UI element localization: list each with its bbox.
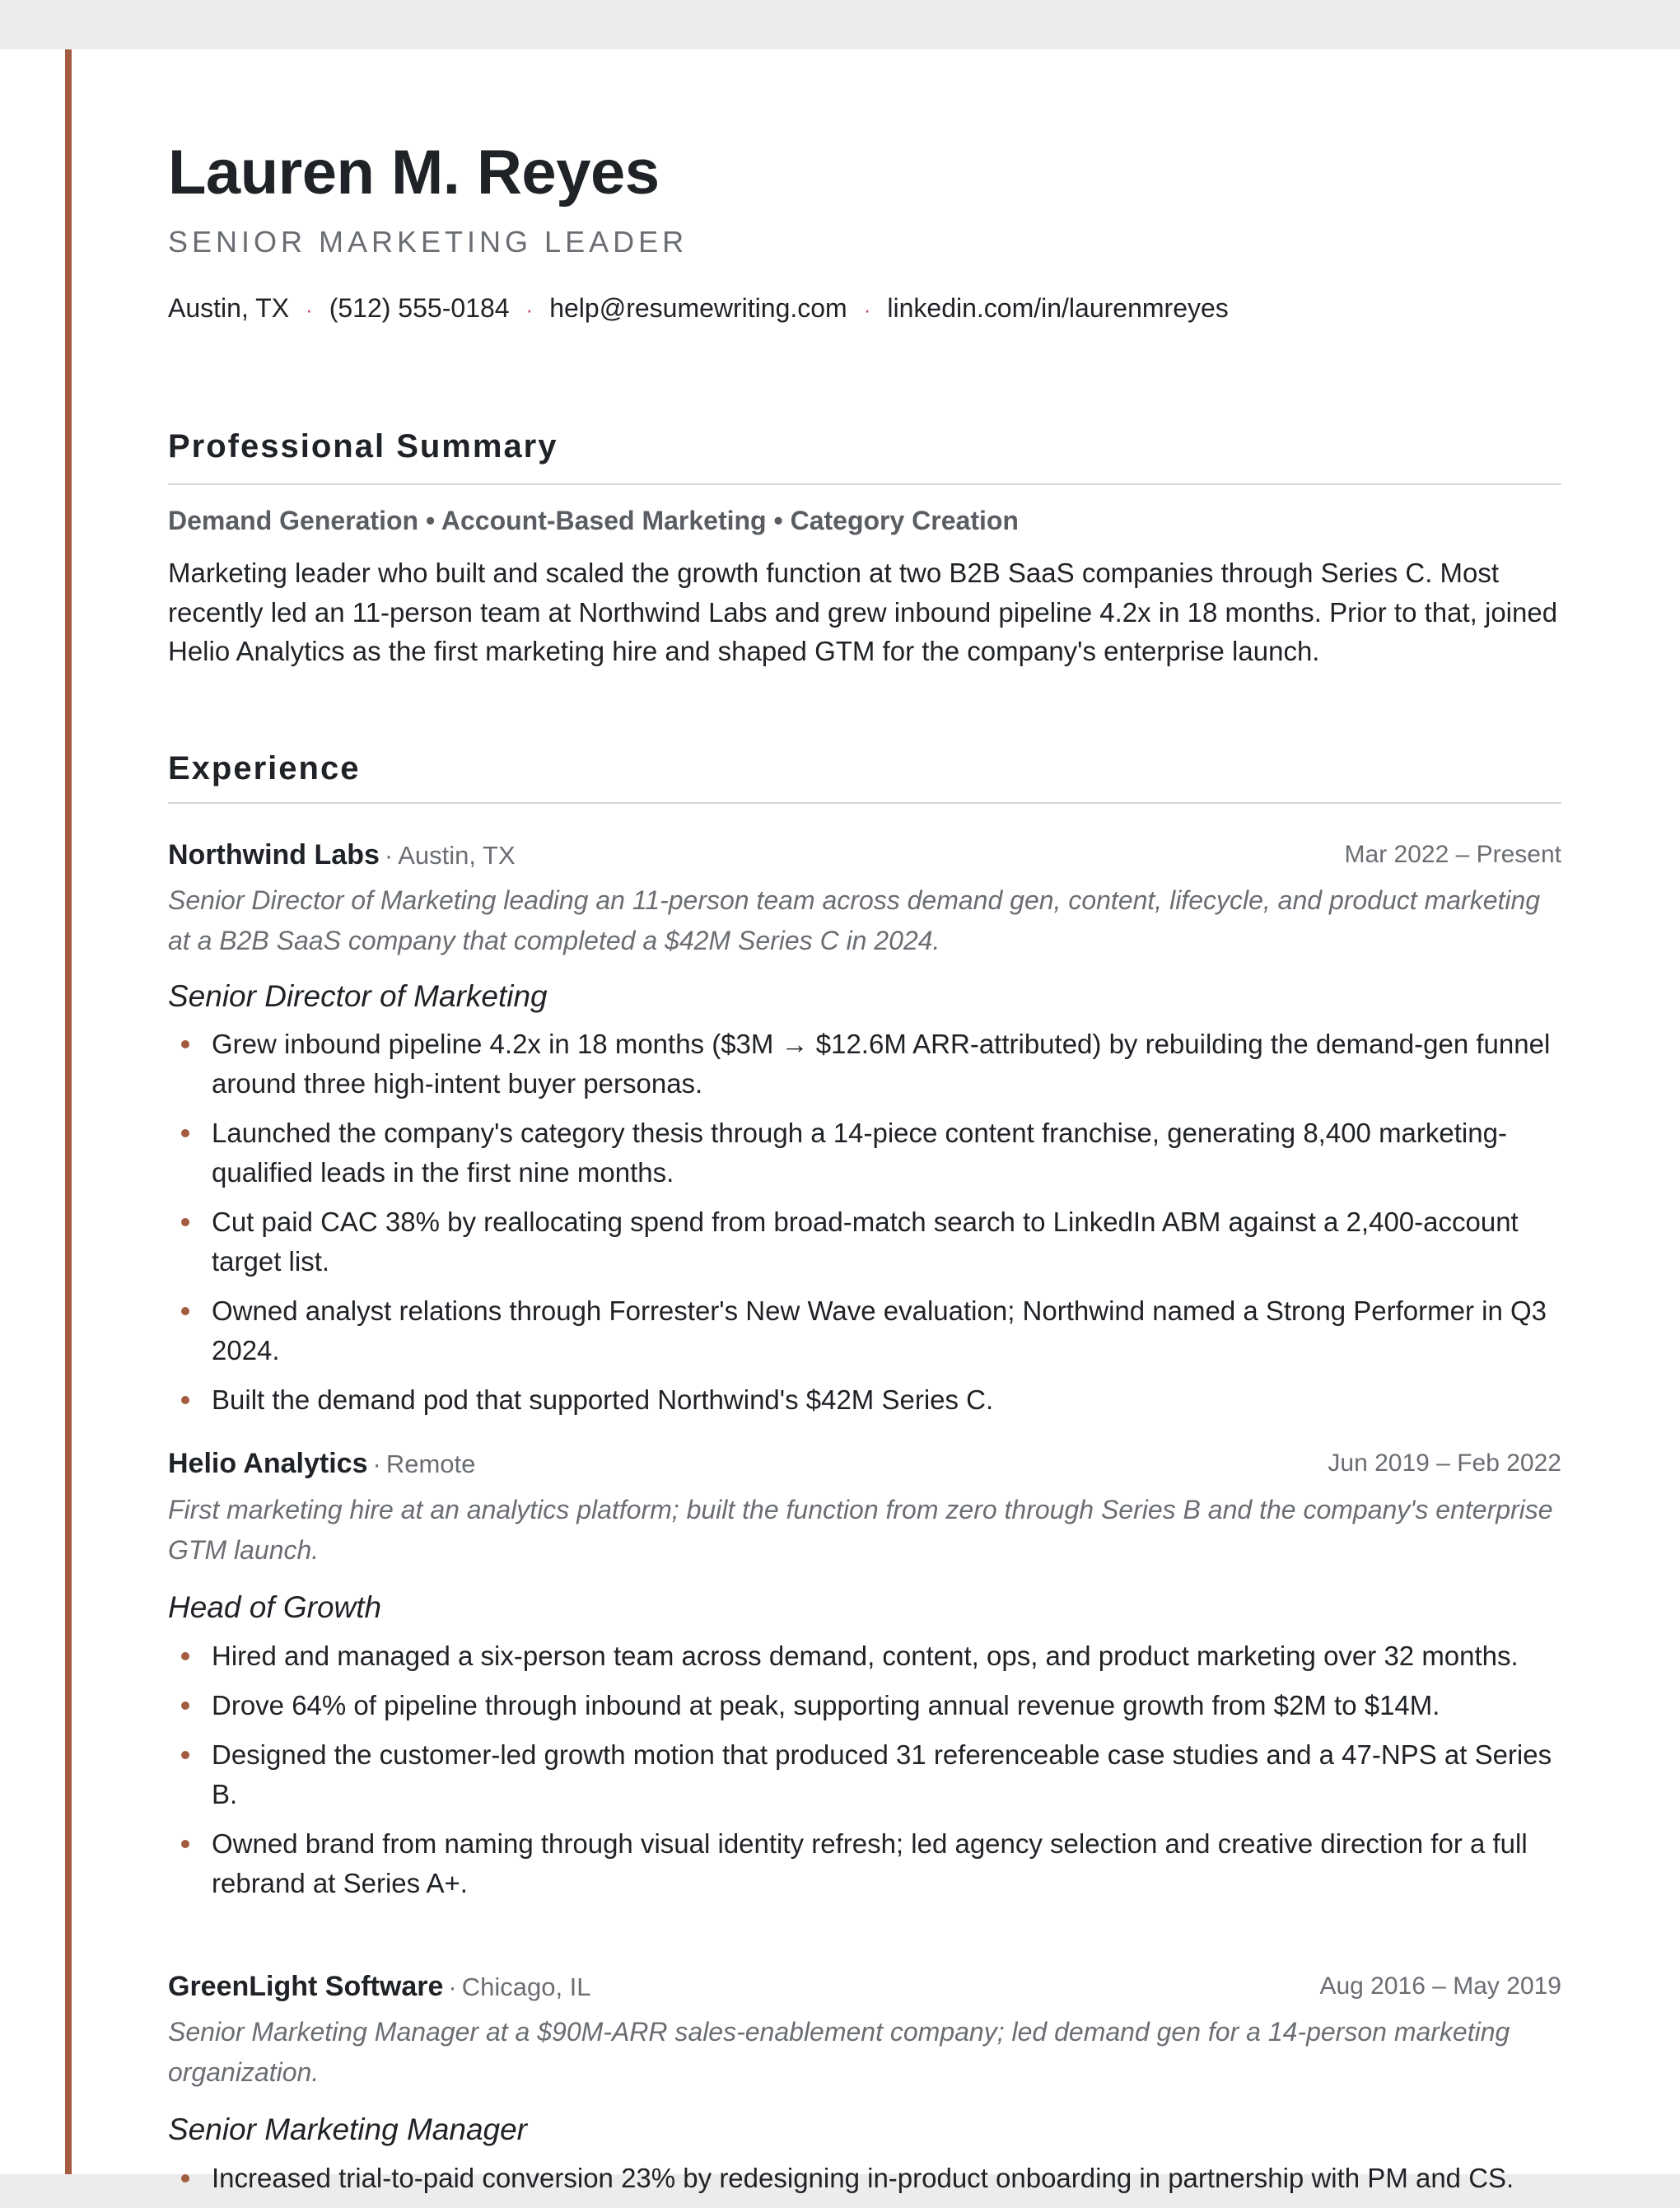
- job-bullets: [168, 2159, 1561, 2208]
- company-name: Helio Analytics: [168, 1448, 368, 1479]
- contact-email[interactable]: help@resumewriting.com: [549, 293, 847, 323]
- list-item: Grew inbound pipeline 4.2x in 18 months ($3M → $12.6M ARR-attributed) by rebuilding the demand-gen funnel around three high-intent buyer personas.: [168, 1025, 1561, 1104]
- list-item: Cut paid CAC 38% by reallocating spend from broad-match search to LinkedIn ABM against a 2,400-account target list.: [168, 1202, 1561, 1281]
- list-item: Hired and managed a six-person team across demand, content, ops, and product marketing over 32 months.: [168, 1636, 1561, 1676]
- section-divider: [168, 802, 1561, 804]
- list-item: Launched the company's category thesis through a 14-piece content franchise, generating 8,400 marketing-qualified leads in the first nine months.: [168, 1113, 1561, 1193]
- resume-page: [0, 49, 1680, 2193]
- accent-bar: [65, 49, 72, 2174]
- job-header: [168, 838, 1561, 871]
- job-description: First marketing hire at an analytics platform; built the function from zero through Series B and the company's enterprise GTM launch.: [168, 1495, 1553, 1565]
- contact-separator: ·: [525, 297, 534, 322]
- section-divider: [168, 483, 1561, 485]
- contact-line: [168, 295, 1229, 321]
- summary-keywords: Demand Generation • Account-Based Marketing • Category Creation: [168, 506, 1019, 535]
- experience-section: [168, 752, 1561, 785]
- contact-linkedin[interactable]: linkedin.com/in/laurenmreyes: [887, 293, 1229, 323]
- job-role: Senior Marketing Manager: [168, 2112, 527, 2146]
- job-description: Senior Director of Marketing leading an 11-person team across demand gen, content, lifecycle, and product marketing at a B2B SaaS company that completed a $42M Series C in 2024.: [168, 885, 1541, 955]
- job-description: Senior Marketing Manager at a $90M-ARR sales-enablement company; led demand gen for a 14-person marketing organization.: [168, 2017, 1510, 2087]
- list-item: Owned analyst relations through Forrester's New Wave evaluation; Northwind named a Strong Performer in Q3 2024.: [168, 1291, 1561, 1370]
- summary-section: [168, 430, 1561, 463]
- job-dates: Aug 2016 – May 2019: [1319, 1972, 1561, 2000]
- job-dates: Mar 2022 – Present: [1344, 841, 1561, 868]
- list-item: Owned brand from naming through visual identity refresh; led agency selection and creative direction for a full rebrand at Series A+.: [168, 1824, 1561, 1903]
- job-dates: Jun 2019 – Feb 2022: [1328, 1449, 1561, 1477]
- job-location: · Chicago, IL: [448, 1972, 591, 2001]
- contact-phone: (512) 555-0184: [329, 293, 510, 323]
- summary-text: Marketing leader who built and scaled the growth function at two B2B SaaS companies through Series C. Most recently led an 11-person team at Northwind Labs and grew inbound pipeline 4.2x in 18 months. Prior to that, joined Helio Analytics as the first marketing hire and shaped GTM for the company's enterprise launch.: [168, 558, 1558, 666]
- job-header: [168, 1447, 1561, 1480]
- list-item: Increased trial-to-paid conversion 23% by redesigning in-product onboarding in partnership with PM and CS.: [168, 2159, 1561, 2198]
- job-location: · Remote: [372, 1449, 476, 1478]
- candidate-title: SENIOR MARKETING LEADER: [168, 225, 688, 259]
- company-name: Northwind Labs: [168, 839, 380, 871]
- job-bullets: [168, 1025, 1561, 1430]
- job-bullets: [168, 1636, 1561, 1913]
- list-item: Built the demand pod that supported Northwind's $42M Series C.: [168, 1380, 1561, 1420]
- job-role: Senior Director of Marketing: [168, 979, 548, 1013]
- company-name: GreenLight Software: [168, 1971, 444, 2002]
- list-item: Designed the customer-led growth motion that produced 31 referenceable case studies and a 47-NPS at Series B.: [168, 1735, 1561, 1814]
- job-role: Head of Growth: [168, 1590, 382, 1624]
- list-item: Drove 64% of pipeline through inbound at peak, supporting annual revenue growth from $2M to $14M.: [168, 1686, 1561, 1725]
- job-location: · Austin, TX: [384, 841, 516, 870]
- contact-separator: ·: [863, 297, 871, 322]
- job-header: [168, 1970, 1561, 2003]
- contact-location: Austin, TX: [168, 293, 290, 323]
- contact-separator: ·: [306, 297, 313, 322]
- section-title-summary: Professional Summary: [168, 428, 558, 464]
- section-title-experience: Experience: [168, 750, 361, 787]
- candidate-name: Lauren M. Reyes: [168, 138, 660, 208]
